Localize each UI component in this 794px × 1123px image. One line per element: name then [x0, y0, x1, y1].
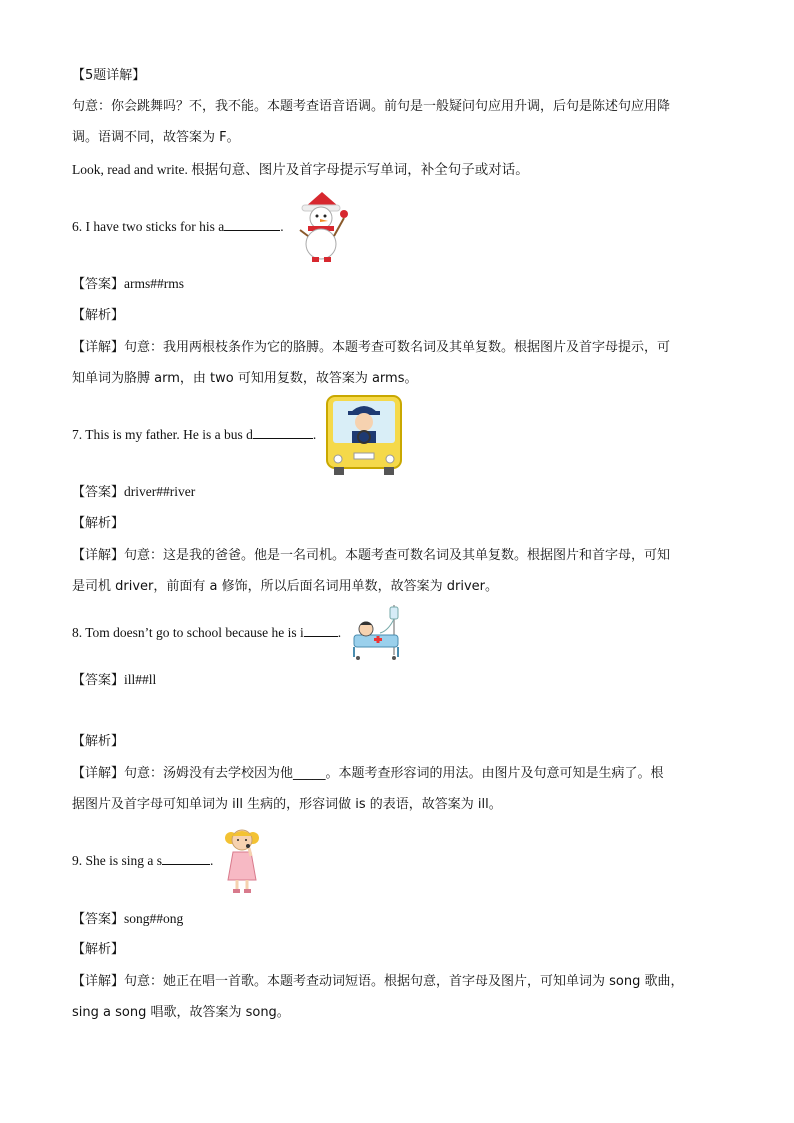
section-heading: 【5题详解】 [72, 68, 146, 83]
question-7-stem: 7. This is my father. He is a bus d . [72, 427, 317, 442]
detail-line: 【详解】句意：汤姆没有去学校因为他_____。本题考查形容词的用法。由图片及句意可知是生病了。根 [72, 766, 664, 781]
analysis-label: 【解析】 [72, 308, 125, 323]
sick-boy-in-bed-image [350, 603, 406, 661]
question-6-stem: 6. I have two sticks for his a . [72, 219, 284, 234]
analysis-label: 【解析】 [72, 516, 125, 531]
explanation-line: 句意：你会跳舞吗？不，我不能。本题考查语音语调。前句是一般疑问句应用升调，后句是陈述句应用降 [72, 99, 671, 114]
answer-line: 【答案】song##ong [72, 911, 184, 927]
instruction-text: Look, read and write. 根据句意、图片及首字母提示写单词，补全句子或对话。 [72, 162, 529, 177]
answer-blank [224, 218, 280, 231]
analysis-label: 【解析】 [72, 734, 125, 749]
detail-line: 知单词为胳膊 arm，由 two 可知用复数，故答案为 arms。 [72, 371, 418, 386]
bus-driver-image [324, 393, 404, 477]
question-9-stem: 9. She is sing a s . [72, 853, 214, 868]
answer-line: 【答案】arms##rms [72, 276, 185, 292]
question-8-stem: 8. Tom doesn’t go to school because he is i . [72, 625, 342, 640]
answer-blank [304, 624, 338, 637]
detail-line: sing a song 唱歌，故答案为 song。 [72, 1005, 290, 1020]
explanation-line: 调。语调不同，故答案为 F。 [72, 130, 240, 145]
detail-line: 【详解】句意：她正在唱一首歌。本题考查动词短语。根据句意，首字母及图片，可知单词为 song 歌曲， [72, 974, 684, 989]
detail-line: 【详解】句意：我用两根枝条作为它的胳膊。本题考查可数名词及其单复数。根据图片及首字母提示，可 [72, 340, 671, 355]
detail-line: 【详解】句意：这是我的爸爸。他是一名司机。本题考查可数名词及其单复数。根据图片和首字母，可知 [72, 548, 671, 563]
answer-blank [253, 426, 313, 439]
snowman-image [292, 190, 350, 264]
answer-line: 【答案】ill##ll [72, 672, 157, 688]
detail-line: 是司机 driver，前面有 a 修饰，所以后面名词用单数，故答案为 driver。 [72, 579, 498, 594]
answer-line: 【答案】driver##river [72, 484, 196, 500]
singing-girl-image [222, 826, 262, 894]
answer-blank [162, 852, 210, 865]
detail-line: 据图片及首字母可知单词为 ill 生病的，形容词做 is 的表语，故答案为 ill。 [72, 797, 502, 812]
analysis-label: 【解析】 [72, 942, 125, 957]
